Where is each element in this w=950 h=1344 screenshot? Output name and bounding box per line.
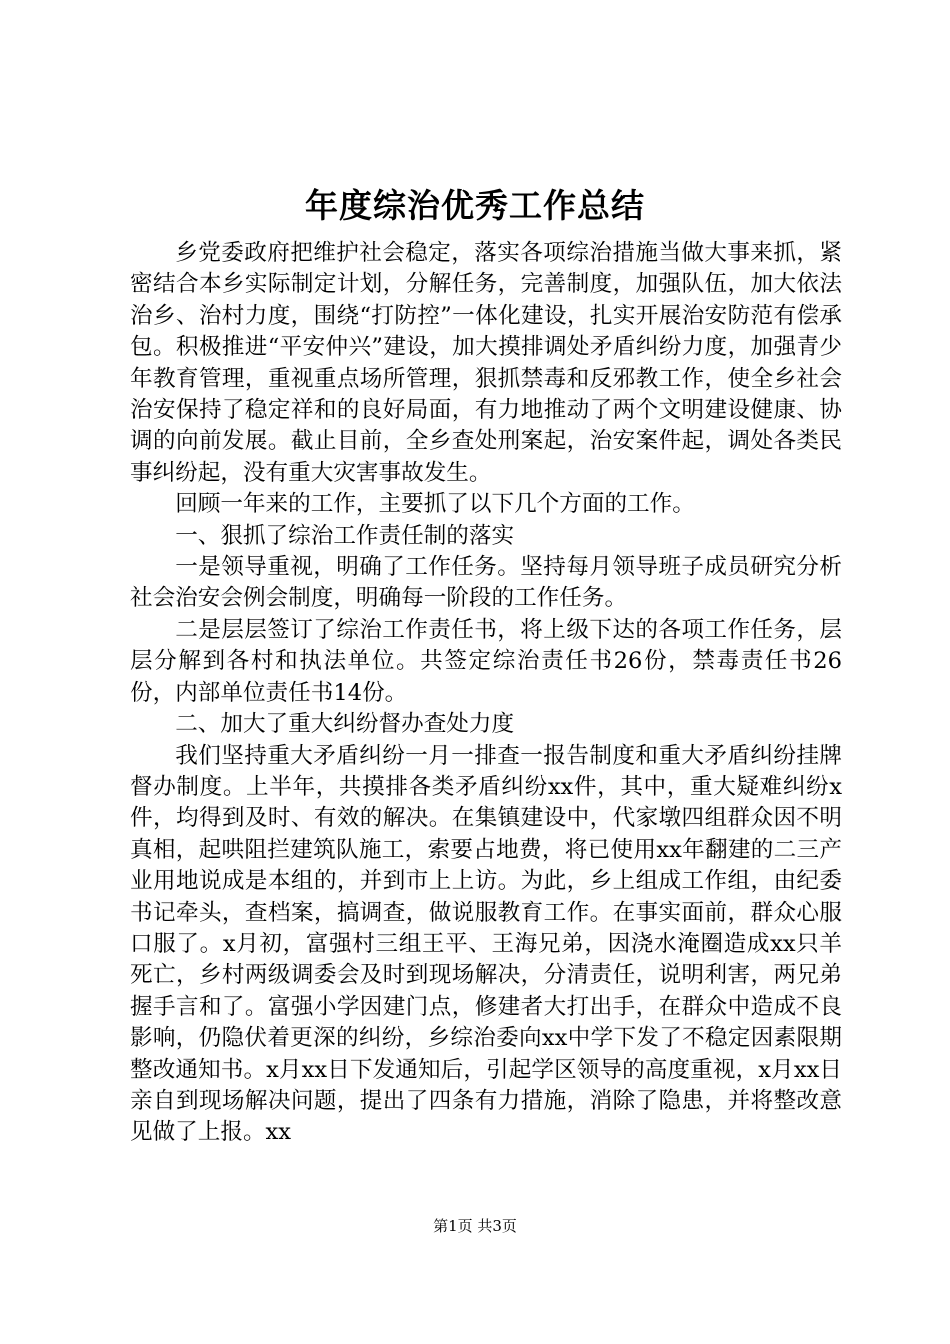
section-heading-2: 二、加大了重大纠纷督办查处力度 [175, 711, 515, 738]
section-heading-1: 一、狠抓了综治工作责任制的落实 [175, 522, 515, 549]
page-number-footer: 第1页 共3页 [433, 1217, 517, 1235]
document-body [130, 238, 842, 1149]
document-title: 年度综治优秀工作总结 [305, 186, 645, 225]
paragraph-disputes: 我们坚持重大矛盾纠纷一月一排查一报告制度和重大矛盾纠纷挂牌督办制度。上半年，共摸排各类矛盾纠纷xx件，其中，重大疑难纠纷x件，均得到及时、有效的解决。在集镇建设中，代家墩四组群众因不明真相，起哄阻拦建筑队施工，索要占地费，将已使用xx年翻建的二三产业用地说成是本组的，并到市上上访。为此，乡上组成工作组，由纪委书记牵头，查档案，搞调查，做说服教育工作。在事实面前，群众心服口服了。x月初，富强村三组王平、王海兄弟，因浇水淹圈造成xx只羊死亡，乡村两级调委会及时到现场解决，分清责任，说明利害，两兄弟握手言和了。富强小学因建门点，修建者大打出手，在群众中造成不良影响，仍隐伏着更深的纠纷，乡综治委向xx中学下发了不稳定因素限期整改通知书。x月xx日下发通知后，引起学区领导的高度重视，x月xx日亲自到现场解决问题，提出了四条有力措施，消除了隐患，并将整改意见做了上报。xx [130, 742, 842, 1146]
paragraph-point-1: 一是领导重视，明确了工作任务。坚持每月领导班子成员研究分析社会治安会例会制度，明确每一阶段的工作任务。 [130, 554, 842, 612]
paragraph-review: 回顾一年来的工作，主要抓了以下几个方面的工作。 [175, 491, 695, 518]
paragraph-intro: 乡党委政府把维护社会稳定，落实各项综治措施当做大事来抓，紧密结合本乡实际制定计划，分解任务，完善制度，加强队伍，加大依法治乡、治村力度，围绕“打防控”一体化建设，扎实开展治安防范有偿承包。积极推进“平安仲兴”建设，加大摸排调处矛盾纠纷力度，加强青少年教育管理，重视重点场所管理，狠抓禁毒和反邪教工作，使全乡社会治安保持了稳定祥和的良好局面，有力地推动了两个文明建设健康、协调的向前发展。截止目前，全乡查处刑案起，治安案件起，调处各类民事纠纷起，没有重大灾害事故发生。 [130, 240, 842, 486]
paragraph-point-2: 二是层层签订了综治工作责任书，将上级下达的各项工作任务，层层分解到各村和执法单位。共签定综治责任书26份，禁毒责任书26份，内部单位责任书14份。 [130, 616, 842, 706]
